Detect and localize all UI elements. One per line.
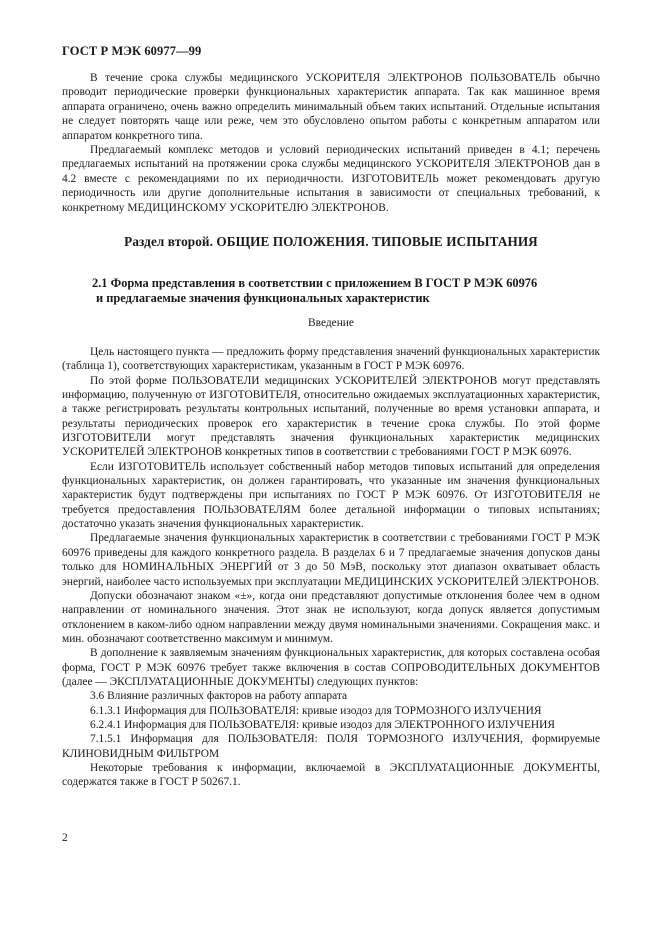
- list-item: 6.2.4.1 Информация для ПОЛЬЗОВАТЕЛЯ: кривые изодоз для ЭЛЕКТРОННОГО ИЗЛУЧЕНИЯ: [90, 718, 555, 731]
- list-item: 7.1.5.1 Информация для ПОЛЬЗОВАТЕЛЯ: ПОЛЯ ТОРМОЗНОГО ИЗЛУЧЕНИЯ, формируемые КЛИНОВИДНЫМ ФИЛЬТРОМ: [62, 733, 600, 760]
- running-header: ГОСТ Р МЭК 60977—99: [62, 44, 202, 58]
- paragraph: Предлагаемые значения функциональных характеристик в соответствии с требованиями ГОСТ Р МЭК 60976 приведены для каждого конкретного раздела. В разделах 6 и 7 предлагаемые значения допусков даны только для НОМИНАЛЬНЫХ ЭНЕРГИЙ от 3 до 50 МэВ, поскольку этот диапазон охватывает область энергий, наиболее часто используемых при эксплуатации МЕДИЦИНСКИХ УСКОРИТЕЛЕЙ ЭЛЕКТРОНОВ.: [62, 532, 600, 588]
- paragraph: В дополнение к заявляемым значениям функциональных характеристик, для которых составлена особая форма, ГОСТ Р МЭК 60976 требует также включения в состав СОПРОВОДИТЕЛЬНЫХ ДОКУМЕНТОВ (далее — ЭКСПЛУАТАЦИОННЫЕ ДОКУМЕНТЫ) следующих пунктов:: [62, 647, 600, 688]
- main-text-block: [62, 345, 600, 790]
- paragraph: Если ИЗГОТОВИТЕЛЬ использует собственный набор методов типовых испытаний для определения функциональных характеристик, он должен гарантировать, что указанные им значения функциональных характеристик будут подтверждены при испытаниях по ГОСТ Р МЭК 60976. От ИЗГОТОВИТЕЛЯ не требуется предоставления ПОЛЬЗОВАТЕЛЯМ более детальной информации о типовых испытаниях; достаточно указать значения функциональных характеристик.: [62, 460, 600, 531]
- subsection-heading: [92, 276, 600, 305]
- intro-text-block: [62, 71, 600, 215]
- paragraph: В течение срока службы медицинского УСКОРИТЕЛЯ ЭЛЕКТРОНОВ ПОЛЬЗОВАТЕЛЬ обычно проводит периодические проверки функциональных характеристик аппарата. Так как машинное время аппарата ограничено, очень важно определить минимальный объем таких испытаний. Отдельные испытания не следует повторять чаще или реже, чем это обусловлено опытом работы с конкретным аппаратом или аппаратом конкретного типа.: [62, 72, 600, 142]
- paragraph: Некоторые требования к информации, включаемой в ЭКСПЛУАТАЦИОННЫЕ ДОКУМЕНТЫ, содержатся также в ГОСТ Р 50267.1.: [62, 761, 600, 789]
- paragraph: Предлагаемый комплекс методов и условий периодических испытаний приведен в 4.1; перечень предлагаемых испытаний на протяжении срока службы медицинского УСКОРИТЕЛЯ ЭЛЕКТРОНОВ дан в 4.2 вместе с рекомендациями по их периодичности. ИЗГОТОВИТЕЛЬ может рекомендовать другую периодичность или другие дополнительные испытания в зависимости от специальных требований, к конкретному МЕДИЦИНСКОМУ УСКОРИТЕЛЮ ЭЛЕКТРОНОВ.: [62, 144, 600, 214]
- section-title: Раздел второй. ОБЩИЕ ПОЛОЖЕНИЯ. ТИПОВЫЕ ИСПЫТАНИЯ: [124, 234, 538, 249]
- subsection-heading-line: и предлагаемые значения функциональных характеристик: [96, 290, 430, 305]
- paragraph: Допуски обозначают знаком «±», когда они представляют допустимые отклонения более чем в одном направлении от номинального значения. Этот знак не используют, когда допуск является допустимым отклонением в каком-либо одном направлении между двумя номинальными значениями. Сокращения макс. и мин. обозначают соответственно максимум и минимум.: [62, 589, 600, 645]
- subsection-heading-line: 2.1 Форма представления в соответствии с приложением В ГОСТ Р МЭК 60976: [92, 276, 538, 290]
- list-item: 6.1.3.1 Информация для ПОЛЬЗОВАТЕЛЯ: кривые изодоз для ТОРМОЗНОГО ИЗЛУЧЕНИЯ: [90, 704, 542, 717]
- page-number: 2: [62, 832, 68, 844]
- list-item: 3.6 Влияние различных факторов на работу аппарата: [90, 690, 348, 703]
- paragraph: Цель настоящего пункта — предложить форму представления значений функциональных характеристик (таблица 1), соответствующих характеристикам, указанным в ГОСТ Р МЭК 60976.: [62, 346, 600, 373]
- intro-heading: Введение: [308, 317, 354, 329]
- paragraph: По этой форме ПОЛЬЗОВАТЕЛИ медицинских УСКОРИТЕЛЕЙ ЭЛЕКТРОНОВ могут представлять информацию, полученную от ИЗГОТОВИТЕЛЯ, относительно ожидаемых эксплуатационных характеристик, а также регистрировать результаты контрольных испытаний, полученные во время установки аппарата, и результаты периодических проверок его характеристик в течение срока службы. По этой форме ИЗГОТОВИТЕЛИ могут представлять значения функциональных характеристик медицинских УСКОРИТЕЛЕЙ ЭЛЕКТРОНОВ конкретных типов в соответствии с требованиями ГОСТ Р МЭК 60976.: [62, 374, 600, 459]
